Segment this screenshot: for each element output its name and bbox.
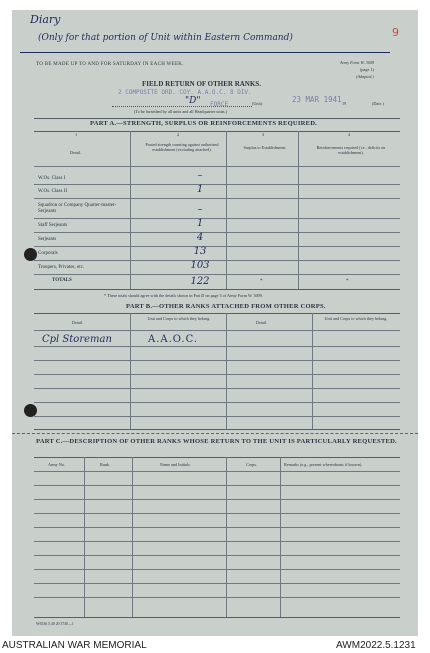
punch-hole bbox=[24, 404, 37, 417]
part-b-col-unit-1: Unit and Corps to which they belong. bbox=[147, 316, 211, 321]
perforation-line bbox=[12, 433, 418, 434]
row-label-serjeants: Serjeants bbox=[38, 237, 57, 242]
col-num-2: 2 bbox=[177, 132, 180, 137]
part-a-bottom-rule bbox=[34, 289, 400, 290]
part-a-col-divider-3 bbox=[298, 131, 299, 289]
part-c-bottom-rule bbox=[34, 617, 400, 618]
part-a-top-rule bbox=[34, 118, 400, 119]
diary-label: Diary bbox=[30, 13, 61, 26]
unit-handwritten: "D" bbox=[185, 96, 201, 106]
part-b-col-divider bbox=[312, 313, 313, 429]
part-b-header-rule bbox=[34, 330, 400, 331]
part-b-row-rule bbox=[34, 360, 400, 361]
date-label: (Date.) bbox=[372, 101, 384, 106]
part-c-row-rule bbox=[34, 513, 400, 514]
unit-stamp: 2 COMPOSITE ORD. COY. A.A.O.C. 8 DIV. bbox=[118, 89, 252, 96]
part-b-top-rule bbox=[34, 313, 400, 314]
handwritten-underline bbox=[20, 52, 390, 53]
page-number: 9 bbox=[392, 26, 399, 39]
date-suffix: 19 bbox=[342, 101, 347, 106]
part-b-col-divider bbox=[226, 313, 227, 429]
row-label-wo1: W.Os. Class I bbox=[38, 176, 66, 181]
form-page: (page 1) bbox=[360, 67, 374, 72]
col-header-posted: Posted strength counting against authorized establishment (excluding attached). bbox=[145, 142, 219, 152]
col-num-3: 3 bbox=[262, 132, 265, 137]
part-c-row-rule bbox=[34, 597, 400, 598]
part-b-heading: PART B.—OTHER RANKS ATTACHED FROM OTHER CORPS. bbox=[126, 303, 326, 310]
date-stamp: 23 MAR 1941 bbox=[292, 95, 342, 104]
part-c-col-corps: Corps. bbox=[246, 462, 258, 467]
part-c-col-remarks: Remarks (e.g., present whereabouts if known). bbox=[284, 462, 363, 467]
part-c-col-army-no: Army No. bbox=[48, 462, 65, 467]
form-id: Army Form W. 3009 bbox=[340, 60, 375, 65]
part-b-entry-unit: A.A.O.C. bbox=[148, 334, 199, 345]
part-b-col-divider bbox=[130, 313, 131, 429]
col-header-detail: Detail. bbox=[70, 150, 82, 155]
row-label-privates: Troopers, Privates, etc. bbox=[38, 265, 85, 270]
row-label-cqms: Squadron or Company Quarter-master-Serjeants bbox=[38, 203, 117, 214]
row-value-wo2: 1 bbox=[196, 184, 204, 195]
row-value-serjeants: 4 bbox=[196, 232, 204, 243]
part-c-row-rule bbox=[34, 499, 400, 500]
part-c-col-divider bbox=[132, 457, 133, 617]
col-num-1: 1 bbox=[75, 132, 78, 137]
part-b-col-detail-2: Detail. bbox=[256, 320, 268, 325]
col-header-reinforcements: Reinforcements required (i.e., deficits on establishment). bbox=[316, 145, 386, 155]
part-c-row-rule bbox=[34, 583, 400, 584]
part-c-heading: PART C.—DESCRIPTION OF OTHER RANKS WHOSE RETURN TO THE UNIT IS PARTICULARLY REQUESTED. bbox=[36, 438, 397, 445]
totals-mark-reinforcements: * bbox=[346, 279, 349, 284]
row-value-corporals: 13 bbox=[193, 246, 207, 257]
part-c-row-rule bbox=[34, 485, 400, 486]
furnish-note: (To be furnished by all units and all Headquarter units.) bbox=[134, 109, 227, 114]
row-value-wo1: – bbox=[197, 170, 203, 181]
part-b-row-rule bbox=[34, 402, 400, 403]
part-b-entry-detail: Cpl Storeman bbox=[42, 334, 112, 345]
print-code: W6536 5.40 20 3740—1 bbox=[36, 622, 74, 626]
row-label-corporals: Corporals bbox=[38, 251, 58, 256]
unit-label: (Unit) bbox=[252, 101, 263, 106]
part-c-col-divider bbox=[226, 457, 227, 617]
part-a-col-divider-2 bbox=[226, 131, 227, 289]
part-b-row-rule bbox=[34, 416, 400, 417]
part-b-row-rule bbox=[34, 388, 400, 389]
part-c-col-name: Name and Initials. bbox=[160, 462, 191, 467]
part-b-col-detail-1: Detail. bbox=[72, 320, 84, 325]
row-value-cqms: – bbox=[197, 204, 203, 215]
totals-label: TOTALS bbox=[52, 278, 72, 283]
part-c-row-rule bbox=[34, 569, 400, 570]
part-b-col-unit-2: Unit and Corps to which they belong. bbox=[324, 316, 388, 321]
part-c-col-divider bbox=[84, 457, 85, 617]
totals-mark-surplus: * bbox=[260, 279, 263, 284]
footer-source: AUSTRALIAN WAR MEMORIAL bbox=[2, 640, 147, 651]
part-c-col-rank: Rank. bbox=[100, 462, 110, 467]
part-c-top-rule bbox=[34, 457, 400, 458]
row-rule bbox=[34, 198, 400, 199]
unit-stamp-force: FORCE bbox=[210, 101, 229, 108]
form-title: FIELD RETURN OF OTHER RANKS. bbox=[142, 80, 261, 88]
col-num-4: 4 bbox=[348, 132, 351, 137]
part-b-bottom-rule bbox=[34, 429, 400, 430]
part-b-row-rule bbox=[34, 346, 400, 347]
form-adapted: (Adapted.) bbox=[356, 74, 374, 79]
part-c-row-rule bbox=[34, 527, 400, 528]
row-rule bbox=[34, 274, 400, 275]
part-a-footnote: * These totals should agree with the details shown in Part D on page 3 of Army Form W. 3009. bbox=[104, 293, 263, 298]
row-value-privates: 103 bbox=[190, 260, 210, 271]
row-label-wo2: W.Os. Class II bbox=[38, 189, 67, 194]
row-label-staff-serjeants: Staff Serjeants bbox=[38, 223, 68, 228]
part-a-heading: PART A.—STRENGTH, SURPLUS OR REINFORCEMENTS REQUIRED. bbox=[90, 120, 318, 127]
unit-line bbox=[112, 106, 252, 107]
punch-hole bbox=[24, 248, 37, 261]
footer-accession: AWM2022.5.1231 bbox=[336, 640, 416, 651]
part-c-row-rule bbox=[34, 541, 400, 542]
part-a-header-rule bbox=[34, 131, 400, 132]
part-b-row-rule bbox=[34, 374, 400, 375]
row-value-staff-serjeants: 1 bbox=[196, 218, 204, 229]
diary-note: (Only for that portion of Unit within Eastern Command) bbox=[38, 33, 293, 43]
part-c-col-divider bbox=[280, 457, 281, 617]
part-c-row-rule bbox=[34, 555, 400, 556]
part-a-col-divider-1 bbox=[130, 131, 131, 289]
weekly-note: TO BE MADE UP TO AND FOR SATURDAY IN EACH WEEK. bbox=[36, 62, 184, 67]
totals-value: 122 bbox=[190, 276, 210, 287]
part-c-header-rule bbox=[34, 471, 400, 472]
col-header-surplus: Surplus to Establishment. bbox=[243, 145, 287, 150]
part-a-subheader-rule bbox=[34, 166, 400, 167]
